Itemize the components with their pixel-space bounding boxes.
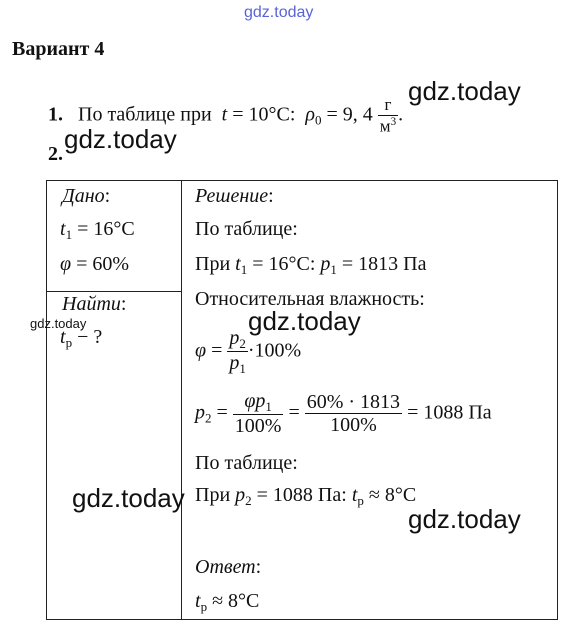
eq2-fraction1-denominator: 100% xyxy=(234,415,282,438)
eq1-denominator: $p_1$ xyxy=(229,352,246,377)
table-horizontal-divider xyxy=(46,291,182,292)
task1-number: 1. xyxy=(48,103,63,126)
watermark-left-bottom: gdz.today xyxy=(72,483,185,513)
watermark-right-bottom: gdz.today xyxy=(408,504,521,534)
given-header: Дано: xyxy=(62,185,111,207)
solution-header: Решение: xyxy=(195,185,274,207)
solution-line2: При $t_1 = 16^\circ C$: $p_1 = 1813$ Па xyxy=(195,253,427,277)
solution-line1: По таблице: xyxy=(195,218,298,240)
eq1-fraction xyxy=(227,327,248,377)
task1-period: . xyxy=(398,103,404,126)
watermark-center: gdz.today xyxy=(248,306,361,336)
eq2-fraction1-numerator: $\varphi p_1$ xyxy=(233,390,284,415)
task1-rho-value: = 9, 4 xyxy=(321,103,373,126)
task1-unit-numerator: г xyxy=(378,96,398,116)
find-tp: $t_p$ − ? xyxy=(60,326,103,350)
task1-unit-denominator: $м^3$ xyxy=(379,115,397,136)
watermark-task2: gdz.today xyxy=(64,124,177,154)
watermark-top-right: gdz.today xyxy=(408,76,521,106)
solution-line5: При $p_2 = 1088$ Па: $t_p \approx 8^\circ C$ xyxy=(195,484,417,508)
solution-line4: По таблице: xyxy=(195,452,298,474)
eq2-fraction2 xyxy=(305,391,402,436)
variant-title: Вариант 4 xyxy=(12,38,105,60)
solution-line3: Относительная влажность: xyxy=(195,288,425,310)
eq1-numerator: $p_2$ xyxy=(229,327,246,351)
task1-t: t xyxy=(221,103,228,126)
eq2-fraction2-numerator: 60% · 1813 xyxy=(306,391,401,414)
answer-value: $t_p \approx 8^\circ C$ xyxy=(195,590,260,614)
solution-equation2: $p_2$ = $\frac{\varphi p_1}{100\%}$ = $\frac{60\% \cdot 1813}{100\%}$ = 1088 Па xyxy=(195,390,492,438)
given-t1: $t_1 = 16^\circ C$ xyxy=(60,218,135,242)
task2-number: 2. xyxy=(48,143,63,165)
task1-rho-sub: 0 xyxy=(315,112,322,128)
solution-equation1: φ = $\frac{p_2}{p_1}$ ·100% xyxy=(195,327,302,377)
given-phi: φ = 60% xyxy=(60,253,130,275)
task1-t-value: = 10°C: xyxy=(227,103,296,126)
watermark-cell-small: gdz.today xyxy=(30,316,87,331)
answer-header: Ответ: xyxy=(195,556,262,578)
eq2-fraction2-denominator: 100% xyxy=(330,414,377,437)
eq2-fraction1 xyxy=(233,390,284,437)
task1-text: По таблице при xyxy=(78,103,212,126)
task1-rho: ρ xyxy=(305,103,316,126)
task1-unit-fraction xyxy=(378,96,398,136)
find-header: Найти: xyxy=(62,293,127,315)
site-header-watermark: gdz.today xyxy=(244,4,314,21)
table-vertical-divider xyxy=(181,180,182,620)
